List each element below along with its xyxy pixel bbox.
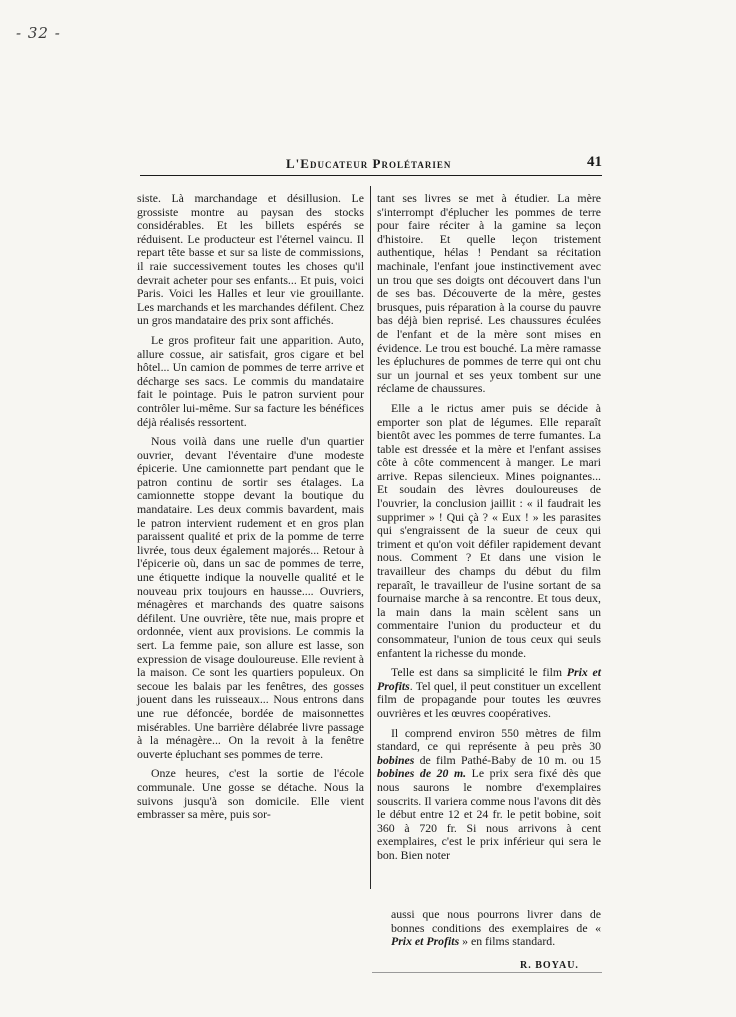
header-title: L'Educateur Prolétarien bbox=[286, 156, 452, 171]
italic-term: bobines bbox=[377, 752, 415, 767]
text-run: . Tel quel, il peut constituer un excellent film de propagande pour toutes les œuvres ouvrières et les œuvres coopératives. bbox=[377, 678, 601, 720]
signature-rule bbox=[372, 972, 602, 973]
paragraph bbox=[377, 666, 601, 720]
left-column bbox=[137, 192, 364, 828]
film-title: Prix et Profits bbox=[377, 665, 601, 693]
paragraph: Onze heures, c'est la sortie de l'école communale. Une gosse se détache. Nous la suivons jusqu'à son domicile. Elle vient embrasser sa mère, puis sor- bbox=[137, 766, 364, 822]
paragraph: tant ses livres se met à étudier. La mère s'interrompt d'éplucher les pommes de terre pour faire réciter à la gamine sa leçon d'histoire. Et quelle leçon tristement authentique, hélas ! Pendant sa récitation machinale, l'enfant joue instinctivement avec un trou que ses doigts ont découvert dans l'un de ses bas. Découverte de la mère, gestes brusques, puis réparation à la course du pauvre bas déjà bien reprisé. Les chaussures éculées de l'enfant et de la mère sont mises en évidence. Le trou est bouché. La mère ramasse les épluchures de pommes de terre qui ont chu sur un journal et ses yeux tombent sur une réclame de chaussures. bbox=[377, 191, 601, 396]
text-run: Telle est dans sa simplicité le film bbox=[391, 665, 567, 680]
text-run: Le prix sera fixé dès que nous saurons le nombre d'exemplaires souscrits. Il variera comme nous l'avons dit dès le début entre 12 et 24 fr. le petit bobine, soit 360 à 720 fr. Si nous arrivons à cent exemplaires, c'est le prix inférieur qui sera le bon. Bien noter bbox=[377, 766, 602, 862]
page-number: 41 bbox=[587, 154, 602, 170]
text-run: » en films standard. bbox=[459, 934, 556, 949]
closing-paragraph bbox=[391, 908, 601, 949]
handwritten-page-number: - 32 - bbox=[16, 24, 61, 42]
paragraph: Nous voilà dans une ruelle d'un quartier ouvrier, devant l'éventaire d'une modeste épicerie. Une camionnette part pendant que le patron continu de sortir ses étalages. La camionnette stoppe devant la boutique du mandataire. Les deux commis bavardent, mais le patron intervient rudement et en gros plan paraissent qualité et prix de la pomme de terre livrée, tous deux également majorés... Retour à l'épicerie où, dans un sac de pommes de terre, une étiquette indique la nouvelle qualité et le nouveau prix toujours en hausse.... Ouvriers, ménagères et marchands des quatre saisons défilent. Une ouvrière, tête nue, mais propre et ordonnée, vient aux provisions. Le commis la sert. La femme paie, son allure est lasse, son expression de visage douloureuse. Elle revient à la maison. Ce sont les quartiers populeux. On secoue les balais par les fenêtres, des gosses jouent dans les ruisseaux... Nous entrons dans une rue défoncée, bordée de maisonnettes misérables. Une barrière délabrée livre passage à la ménagère... On la revoit à la fenêtre ouverte épluchant ses pommes de terre. bbox=[137, 434, 365, 761]
right-column bbox=[377, 192, 601, 869]
paragraph: Le gros profiteur fait une apparition. Auto, allure cossue, air satisfait, gros cigare et bel hôtel... Un camion de pommes de terre arrive et décharge ses sacs. Le commis du mandataire fait le pointage. Puis le patron survient pour contrôler lui-même. Sur sa facture les bénéfices déjà réalisés ressortent. bbox=[137, 332, 364, 429]
text-run: Il comprend environ 550 mètres de film standard, ce qui représente à peu près 30 bbox=[377, 725, 601, 754]
film-title: Prix et Profits bbox=[391, 934, 460, 949]
header-rule bbox=[140, 175, 602, 176]
paragraph: Elle a le rictus amer puis se décide à emporter son plat de légumes. Elle reparaît bientôt avec les pommes de terre fumantes. La table est dressée et la mère et l'enfant assises côte à côte commencent à manger. Le mari arrive. Repas silencieux. Mines poignantes... Et soudain des lèvres douloureuses de l'ouvrier, la conclusion jaillit : « il faudrait les supprimer » ! Qui çà ? « Eux ! » les parasites qui s'engraissent de la sueur de ceux qui triment et qu'on voit défiler rapidement devant nous. Comment ? Et dans une vision le travailleur des champs du début du film reparaît, le travailleur de l'usine sortant de sa fournaise marche à sa rencontre. Et tous deux, la main dans la main scèlent sans un commentaire l'union du producteur et du consommateur, l'union de tous ceux qui seuls enfantent la richesse du monde. bbox=[377, 400, 601, 660]
italic-term: bobines de 20 m. bbox=[377, 766, 467, 781]
text-run: aussi que nous pourrons livrer dans de bonnes conditions des exemplaires de « bbox=[391, 907, 601, 935]
paragraph bbox=[391, 908, 601, 949]
paragraph: siste. Là marchandage et désillusion. Le grossiste montre au paysan des stocks considérables. Et les billets espérés se réduisent. Le producteur est l'éternel vaincu. Il repart tête basse et sur sa liste de commissions, il raie successivement toutes les choses qu'il devrait acheter pour ses enfants... Et puis, voici Paris. Voici les Halles et leur vie grouillante. Les marchands et les marchandes défilent. Chez un gros mandataire des prix sont affichés. bbox=[137, 191, 364, 328]
author-signature: R. BOYAU. bbox=[520, 960, 579, 971]
text-run: de film Pathé-Baby de 10 m. ou 15 bbox=[414, 752, 601, 767]
running-header bbox=[140, 152, 602, 176]
column-divider bbox=[370, 186, 371, 889]
paragraph bbox=[377, 727, 601, 863]
